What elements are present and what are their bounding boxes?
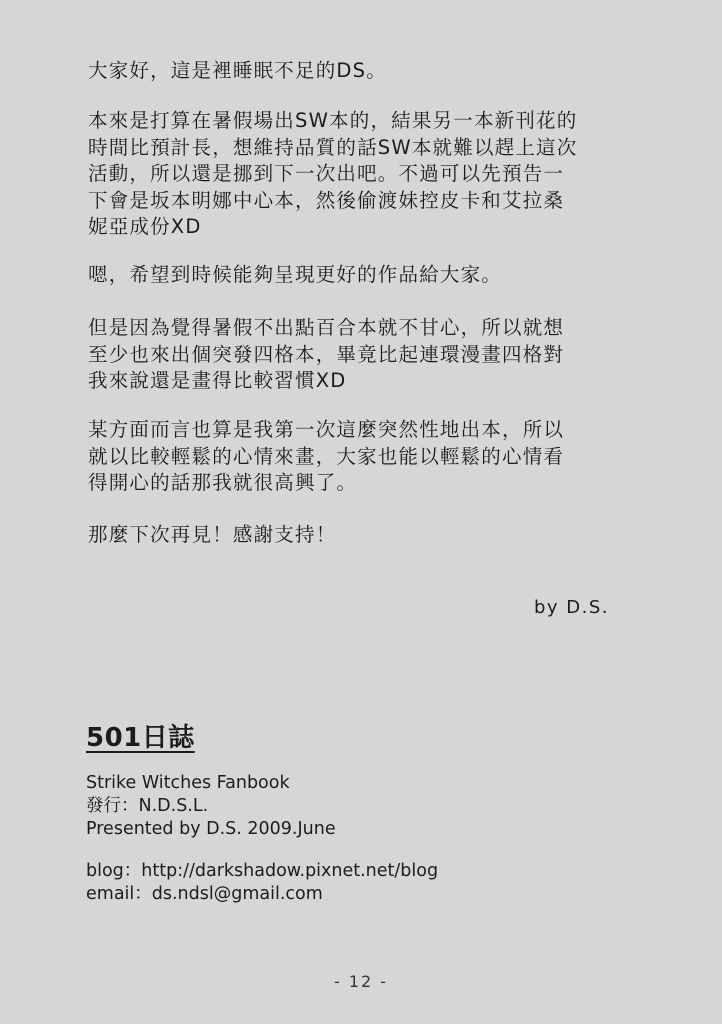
text-line: 得開心的話那我就很高興了。 [88, 471, 358, 494]
afterword-paragraph-4 [88, 315, 648, 395]
colophon-blog: blog：http://darkshadow.pixnet.net/blog [86, 861, 439, 881]
afterword-paragraph-6 [88, 522, 648, 549]
text-line: 那麼下次再見！感謝支持！ [88, 523, 337, 546]
colophon-info [86, 772, 336, 841]
colophon-email: email：ds.ndsl@gmail.com [86, 884, 323, 904]
colophon-presented: Presented by D.S. 2009.June [86, 819, 336, 839]
text-line: 但是因為覺得暑假不出點百合本就不甘心，所以就想 [88, 316, 565, 339]
afterword-paragraph-2 [88, 108, 648, 241]
text-line: 妮亞成份XD [88, 215, 202, 238]
text-line: 活動，所以還是挪到下一次出吧。不過可以先預告一 [88, 162, 565, 185]
author-signature: by D.S. [534, 597, 610, 618]
text-line: 我來說還是畫得比較習慣XD [88, 369, 347, 392]
text-line: 本來是打算在暑假場出SW本的，結果另一本新刊花的 [88, 109, 578, 132]
colophon-title: 501日誌 [86, 723, 195, 753]
text-line: 下會是坂本明娜中心本，然後偷渡妹控皮卡和艾拉桑 [88, 188, 565, 212]
afterword-paragraph-3 [88, 262, 648, 289]
colophon-subtitle: Strike Witches Fanbook [86, 773, 290, 793]
colophon-publisher: 發行：N.D.S.L. [86, 796, 209, 816]
text-line: 就以比較輕鬆的心情來畫，大家也能以輕鬆的心情看 [88, 444, 565, 468]
page-number: - 12 - [333, 972, 389, 991]
text-line: 嗯，希望到時候能夠呈現更好的作品給大家。 [88, 263, 503, 286]
text-line: 某方面而言也算是我第一次這麼突然性地出本，所以 [88, 418, 565, 441]
text-line: 大家好，這是裡睡眠不足的DS。 [88, 59, 387, 82]
colophon-contact [86, 860, 438, 906]
afterword-paragraph-1 [88, 58, 648, 85]
text-line: 至少也來出個突發四格本，畢竟比起連環漫畫四格對 [88, 342, 565, 366]
afterword-paragraph-5 [88, 417, 648, 497]
text-line: 時間比預計長，想維持品質的話SW本就難以趕上這次 [88, 135, 578, 159]
